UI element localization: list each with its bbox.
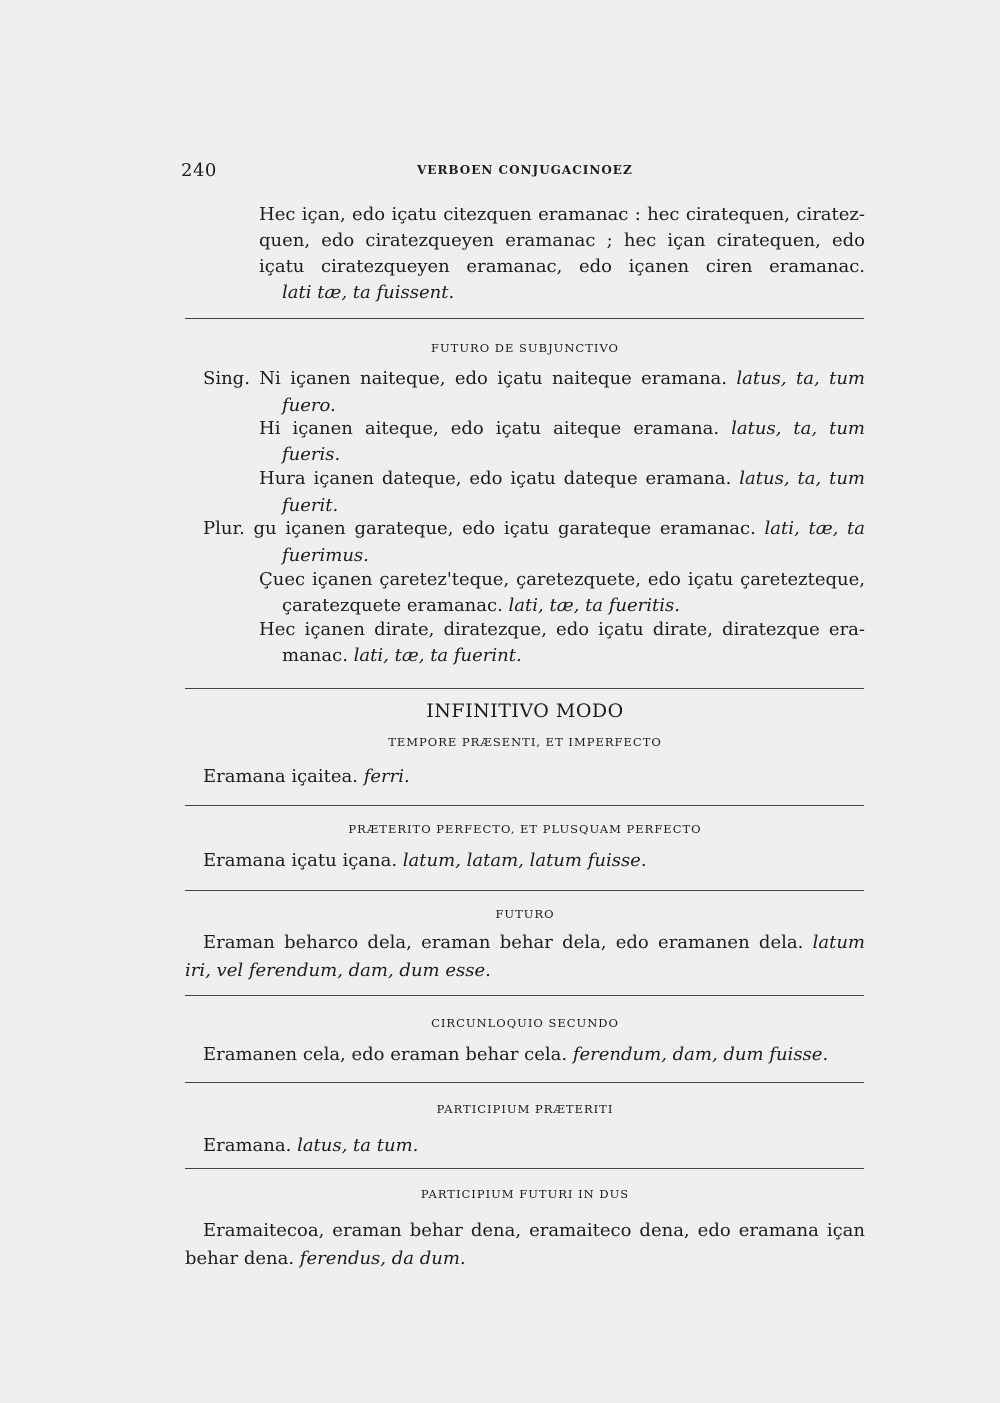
basque-text: Plur. gu içanen garateque, edo içatu garateque eramanac. xyxy=(203,518,756,539)
section-heading: TEMPORE PRÆSENTI, ET IMPERFECTO xyxy=(388,735,662,749)
latin-line xyxy=(282,397,336,415)
text-line xyxy=(203,1137,418,1155)
section-rule xyxy=(185,805,864,806)
text-line xyxy=(259,470,865,488)
basque-text: çaratezquete eramanac. xyxy=(282,595,503,616)
latin-gloss: latus, ta, tum xyxy=(731,418,865,439)
section-rule xyxy=(185,688,864,689)
text-line xyxy=(282,597,680,615)
text-line xyxy=(203,852,647,870)
basque-text: Eramanen cela, edo eraman behar cela. xyxy=(203,1044,568,1065)
latin-gloss: ferendum, dam, dum fuisse. xyxy=(572,1044,829,1065)
latin-gloss: latus, ta tum. xyxy=(297,1135,419,1156)
section-heading: CIRCUNLOQUIO SECUNDO xyxy=(431,1016,619,1030)
latin-line xyxy=(282,497,338,515)
text-line xyxy=(259,420,865,438)
section-heading: PRÆTERITO PERFECTO, ET PLUSQUAM PERFECTO xyxy=(348,822,702,836)
latin-gloss: lati, tæ, ta fuerint. xyxy=(353,645,522,666)
text-line xyxy=(203,934,865,952)
section-rule xyxy=(185,318,864,319)
text-line: içatu ciratezqueyen eramanac, edo içanen ciren eramanac. xyxy=(259,256,865,277)
section-rule xyxy=(185,890,864,891)
latin-gloss: ferendus, da dum. xyxy=(299,1248,466,1269)
section-heading: PARTICIPIUM PRÆTERITI xyxy=(436,1102,614,1116)
latin-gloss: latum xyxy=(812,932,865,953)
text-line: Eramaitecoa, eraman behar dena, eramaiteco dena, edo eramana içan xyxy=(203,1220,865,1241)
latin-line xyxy=(282,547,369,565)
text-line xyxy=(203,1046,828,1064)
latin-gloss: fuerit. xyxy=(282,495,339,516)
section-rule xyxy=(185,1168,864,1169)
latin-line xyxy=(185,962,491,980)
basque-text: Eramana içatu içana. xyxy=(203,850,398,871)
latin-gloss: lati, tæ, ta xyxy=(764,518,866,539)
basque-text: behar dena. xyxy=(185,1248,295,1269)
latin-gloss: iri, vel ferendum, dam, dum esse. xyxy=(185,960,491,981)
section-heading: PARTICIPIUM FUTURI IN DUS xyxy=(420,1187,630,1201)
text-line: quen, edo ciratezqueyen eramanac ; hec içan ciratequen, edo xyxy=(259,230,865,251)
section-rule xyxy=(185,1082,864,1083)
section-heading: FUTURO xyxy=(495,907,555,921)
basque-text: Sing. Ni içanen naiteque, edo içatu naiteque eramana. xyxy=(203,368,727,389)
basque-text: Hi içanen aiteque, edo içatu aiteque eramana. xyxy=(259,418,720,439)
text-line: Hec içan, edo içatu citezquen eramanac : hec ciratequen, ciratez- xyxy=(259,204,865,225)
latin-gloss: lati, tæ, ta fueritis. xyxy=(508,595,680,616)
basque-text: Hura içanen dateque, edo içatu dateque eramana. xyxy=(259,468,732,489)
basque-text: manac. xyxy=(282,645,348,666)
text-line: Hec içanen dirate, diratezque, edo içatu dirate, diratezque era- xyxy=(259,619,865,640)
page-number: 240 xyxy=(181,160,217,181)
latin-gloss: fueris. xyxy=(282,444,341,465)
latin-gloss: lati tæ, ta fuissent. xyxy=(282,282,455,303)
basque-text: Eramana. xyxy=(203,1135,292,1156)
text-line xyxy=(282,647,522,665)
latin-gloss: latus, ta, tum xyxy=(739,468,865,489)
section-heading: FUTURO DE SUBJUNCTIVO xyxy=(431,341,619,355)
latin-gloss: ferri. xyxy=(363,766,410,787)
latin-gloss: latum, latam, latum fuisse. xyxy=(402,850,647,871)
basque-text: Eramana içaitea. xyxy=(203,766,358,787)
text-line xyxy=(203,520,865,538)
text-line xyxy=(185,1250,466,1268)
text-line: Çuec içanen çaretez'teque, çaretezquete, edo içatu çaretezteque, xyxy=(259,569,865,590)
section-title: INFINITIVO MODO xyxy=(426,700,624,722)
running-head: VERBOEN CONJUGACINOEZ xyxy=(417,163,633,177)
text-line xyxy=(203,768,410,786)
basque-text: Eraman beharco dela, eraman behar dela, edo eramanen dela. xyxy=(203,932,804,953)
latin-gloss: fuerimus. xyxy=(282,545,369,566)
latin-line xyxy=(282,446,340,464)
section-rule xyxy=(185,995,864,996)
latin-gloss: fuero. xyxy=(282,395,336,416)
latin-line xyxy=(282,284,454,302)
text-line xyxy=(203,370,865,388)
latin-gloss: latus, ta, tum xyxy=(736,368,865,389)
